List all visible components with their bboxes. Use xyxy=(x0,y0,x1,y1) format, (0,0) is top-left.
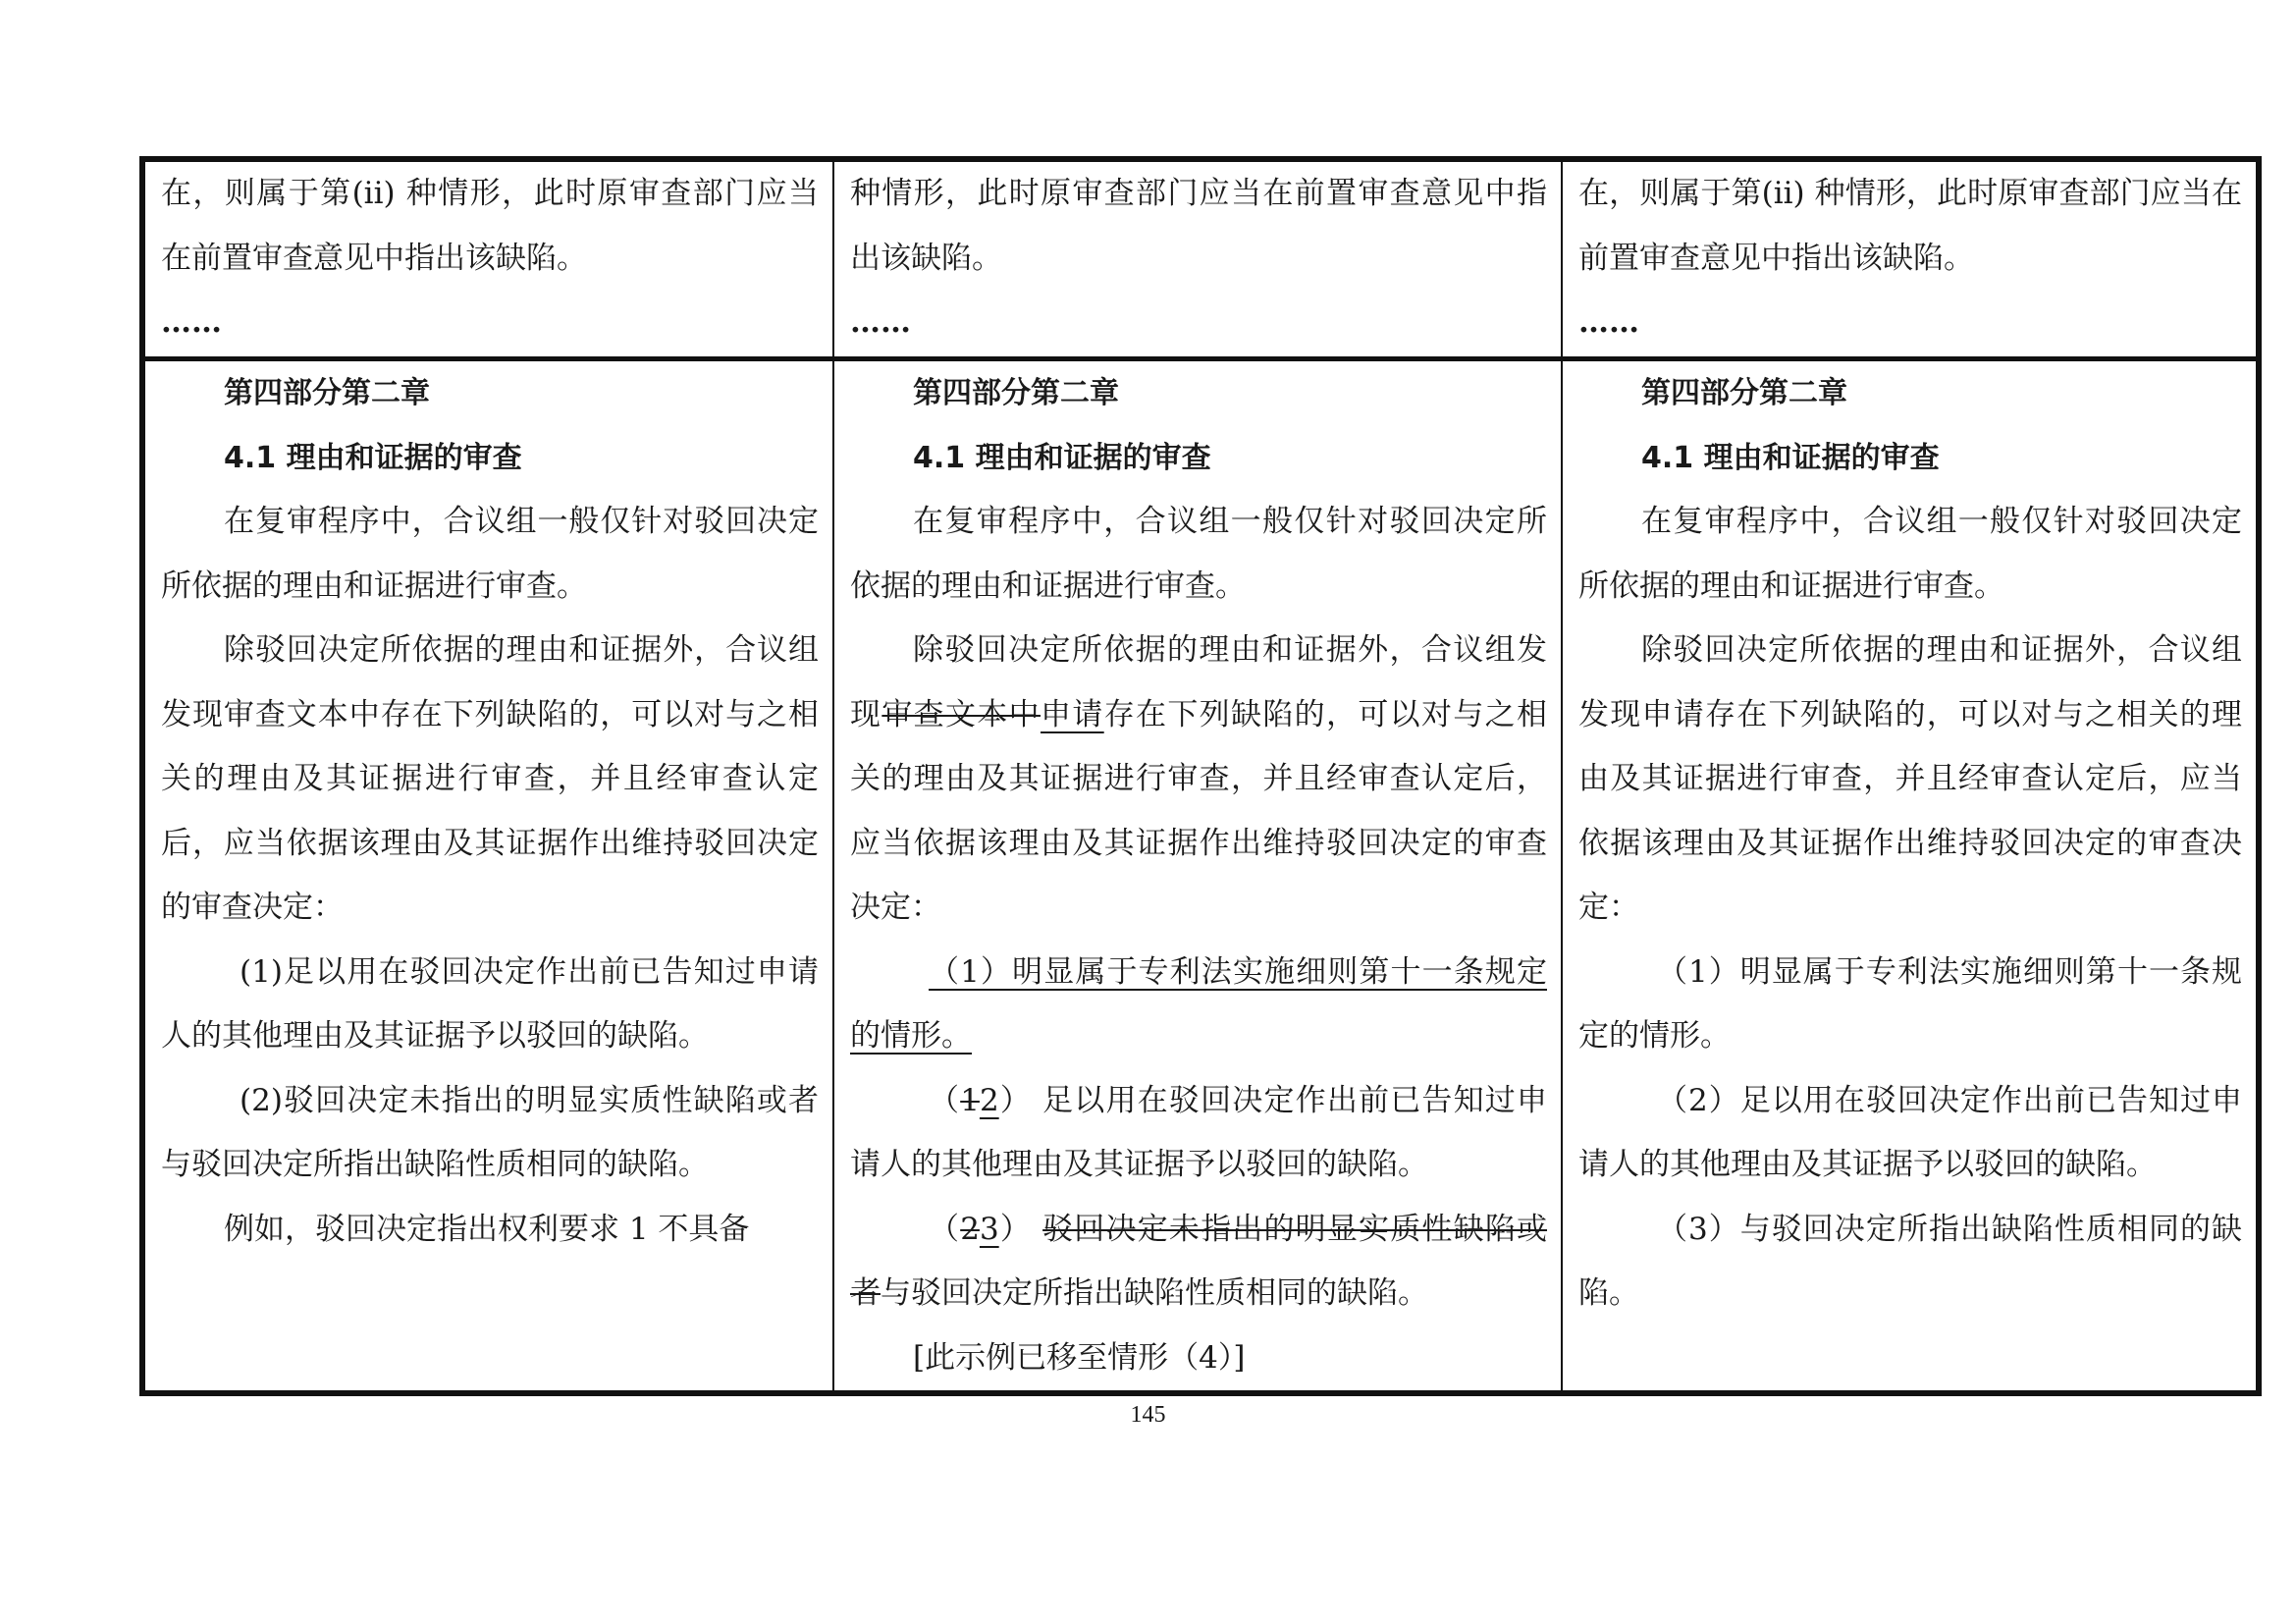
list-item: （1）明显属于专利法实施细则第十一条规定的情形。 xyxy=(1578,953,2242,1054)
section-heading: 第四部分第二章 xyxy=(1641,376,1847,410)
text-run: （ xyxy=(929,1211,961,1247)
list-item-revised xyxy=(850,1069,1547,1198)
ellipsis: …… xyxy=(850,304,911,340)
cell-original-text xyxy=(142,359,833,1394)
paragraph: 在复审程序中，合议组一般仅针对驳回决定所依据的理由和证据进行审查。 xyxy=(161,504,819,604)
inserted-text: 申请 xyxy=(1041,696,1104,732)
comparison-table xyxy=(139,156,2262,1396)
paragraph: 在复审程序中，合议组一般仅针对驳回决定所依据的理由和证据进行审查。 xyxy=(1578,504,2242,604)
ellipsis: …… xyxy=(161,304,222,340)
page-number: 145 xyxy=(1130,1402,1166,1428)
deleted-text: 驳回决定未指出的明显实质性缺陷或者 xyxy=(850,1211,1548,1311)
list-item-inserted xyxy=(850,941,1547,1069)
paragraph-revised xyxy=(850,619,1547,941)
text-run: ） 足以用在驳回决定作出前已告知过申请人的其他理由及其证据予以驳回的缺陷。 xyxy=(850,1082,1548,1182)
continued-text: 在，则属于第(ii) 种情形，此时原审查部门应当在前置审查意见中指出该缺陷。 xyxy=(1578,176,2242,276)
subsection-heading: 4.1 理由和证据的审查 xyxy=(913,440,1211,475)
cell-tracked-changes xyxy=(833,359,1562,1394)
cell-revision-continued xyxy=(833,159,1562,359)
list-item: （2）足以用在驳回决定作出前已告知过申请人的其他理由及其证据予以驳回的缺陷。 xyxy=(1578,1082,2242,1182)
table-row-section-4-1 xyxy=(142,359,2259,1394)
section-heading: 第四部分第二章 xyxy=(913,376,1119,410)
text-run: 除驳回决定所依据的理由和证据外，合议组发现 xyxy=(850,632,1547,732)
text-run: 与驳回决定所指出缺陷性质相同的缺陷。 xyxy=(881,1275,1428,1311)
subsection-heading: 4.1 理由和证据的审查 xyxy=(1641,440,1940,475)
section-heading: 第四部分第二章 xyxy=(224,376,430,410)
paragraph: 除驳回决定所依据的理由和证据外，合议组发现申请存在下列缺陷的，可以对与之相关的理由及其证据进行审查，并且经审查认定后，应当依据该理由及其证据作出维持驳回决定的审查决定： xyxy=(1578,632,2242,925)
deleted-text: 审查文本中 xyxy=(881,696,1041,732)
subsection-heading: 4.1 理由和证据的审查 xyxy=(224,440,522,475)
ellipsis: …… xyxy=(1578,304,1639,340)
continued-text: 在，则属于第(ii) 种情形，此时原审查部门应当在前置审查意见中指出该缺陷。 xyxy=(161,176,819,276)
inserted-text: 3 xyxy=(979,1211,999,1247)
list-item: (1)足以用在驳回决定作出前已告知过申请人的其他理由及其证据予以驳回的缺陷。 xyxy=(161,953,819,1054)
deleted-text: 1 xyxy=(960,1082,980,1118)
paragraph: 在复审程序中，合议组一般仅针对驳回决定所依据的理由和证据进行审查。 xyxy=(850,504,1547,604)
text-run: （ xyxy=(929,1082,961,1118)
cell-final-continued xyxy=(1562,159,2259,359)
text-run: ） xyxy=(998,1211,1043,1247)
example-paragraph: 例如，驳回决定指出权利要求 1 不具备 xyxy=(224,1211,750,1247)
list-item-revised xyxy=(850,1198,1547,1326)
cell-original-continued xyxy=(142,159,833,359)
inserted-text: 2 xyxy=(979,1082,999,1118)
deleted-text: 2 xyxy=(960,1211,980,1247)
editor-note: [此示例已移至情形（4）] xyxy=(913,1339,1246,1376)
continued-text: 种情形，此时原审查部门应当在前置审查意见中指出该缺陷。 xyxy=(850,176,1547,276)
paragraph: 除驳回决定所依据的理由和证据外，合议组发现审查文本中存在下列缺陷的，可以对与之相关的理由及其证据进行审查，并且经审查认定后，应当依据该理由及其证据作出维持驳回决定的审查决定： xyxy=(161,632,819,925)
list-item: （3）与驳回决定所指出缺陷性质相同的缺陷。 xyxy=(1578,1211,2242,1311)
cell-revised-text xyxy=(1562,359,2259,1394)
list-item: (2)驳回决定未指出的明显实质性缺陷或者与驳回决定所指出缺陷性质相同的缺陷。 xyxy=(161,1082,819,1182)
text-run: 存在下列缺陷的，可以对与之相关的理由及其证据进行审查，并且经审查认定后，应当依据该理由及其证据作出维持驳回决定的审查决定： xyxy=(850,696,1548,925)
table-row-continuation xyxy=(142,159,2259,359)
inserted-text: （1）明显属于专利法实施细则第十一条规定的情形。 xyxy=(850,953,1547,1054)
